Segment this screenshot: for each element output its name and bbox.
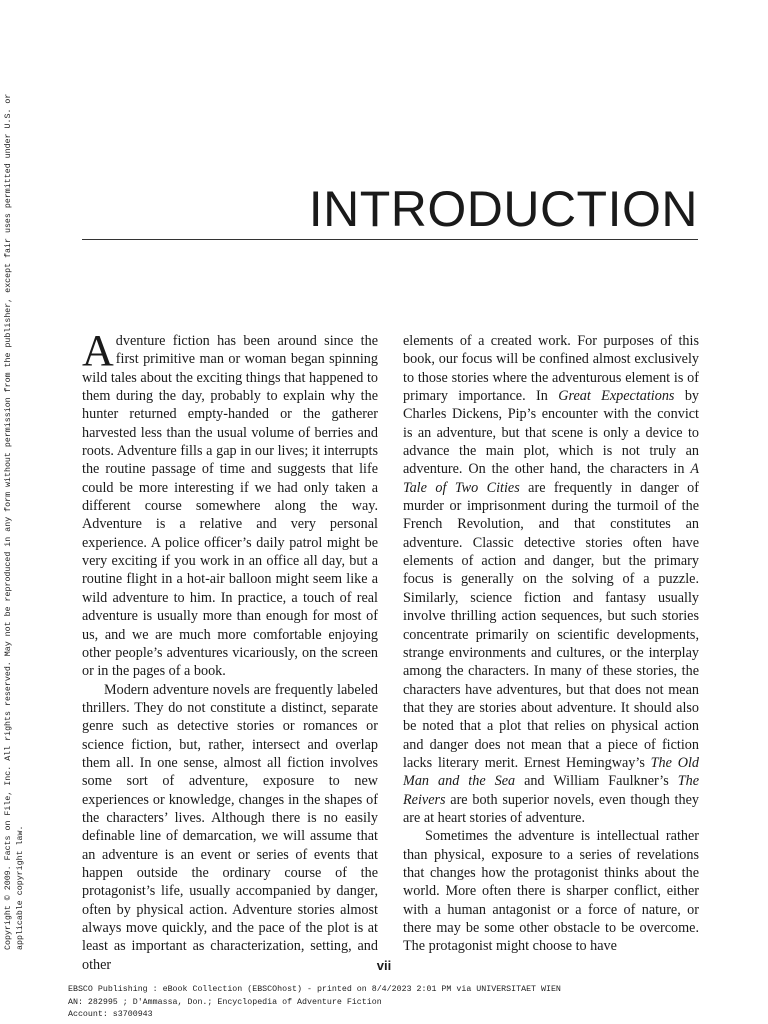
paragraph-text: by Charles Dickens, Pip’s encounter with the convict is an adventure, but that scene is only a device to advance the main plot, which is not truly an adventure. On the other hand, the characters in xyxy=(403,388,700,478)
copyright-notice xyxy=(3,70,27,950)
footer-line-2: AN: 282995 ; D'Ammassa, Don.; Encyclopedia of Adventure Fiction xyxy=(68,997,382,1007)
paragraph-text: and William Faulkner’s xyxy=(515,773,678,790)
right-column xyxy=(403,332,699,956)
drop-cap: A xyxy=(82,326,114,375)
chapter-title: INTRODUCTION xyxy=(308,181,698,237)
book-title-italic: Great Expectations xyxy=(558,388,675,405)
paragraph-text: are frequently in danger of murder or imprisonment during the turmoil of the French Revolution, and that constitutes an adventure. Classic detective stories often have elements of action and danger, but the primary focus is generally on the solving of a puzzle. Similarly, science fiction and fantasy usually involve thrilling action sequences, but such stories concentrate primarily on scientific developments, strange environments and cultures, or the interplay among the characters. In many of these stories, the characters have adventures, but that does not mean that they are stories about adventure. It should also be noted that a plot that relies on physical action and danger does not mean that a piece of fiction lacks literary merit. Ernest Hemingway’s xyxy=(403,479,699,771)
paragraph-text: dventure fiction has been around since the first primitive man or woman began spinning wild tales about the exciting things that happened to them during the day, probably to explain why the hunter returned empty-handed or the gatherer harvested less than the usual volume of berries and roots. Adventure fills a gap in our lives; it interrupts the routine passage of time and suggests that life could be more interesting if we had only taken a different course somewhere along the way. Adventure is a relative and very personal experience. A police officer’s daily patrol might be very exciting if you work in an office all day, but a routine flight in a hot-air balloon might seem like a wild adventure to him. In practice, a touch of real adventure is usually more than enough for most of us, and we are much more comfortable enjoying other people’s adventures vicariously, on the screen or in the pages of a book. xyxy=(82,333,378,680)
footer xyxy=(68,984,561,1022)
copyright-notice-line-1: Copyright © 2009. Facts on File, Inc. All rights reserved. May not be reproduced in any form without permission from the publisher, except fair uses permitted under U.S. or xyxy=(4,93,13,950)
paragraph-text: are both superior novels, even though they are at heart stories of adventure. xyxy=(403,791,699,826)
page-number: vii xyxy=(376,958,392,973)
paragraph-text: elements of a created work. For purposes of this book, our focus will be confined almost exclusively to those stories where the adventurous element is of primary importance. In xyxy=(403,333,699,405)
copyright-notice-line-2: applicable copyright law. xyxy=(16,825,25,950)
footer-line-3: Account: s3700943 xyxy=(68,1010,153,1019)
book-title-italic: A Tale of Two Cities xyxy=(403,461,699,496)
book-title-italic: The Reivers xyxy=(403,773,699,808)
paragraph xyxy=(403,332,699,827)
paragraph xyxy=(82,326,378,681)
paragraph: Modern adventure novels are frequently labeled thrillers. They do not constitute a distinct, separate genre such as detective stories or romances or science fiction, but, rather, intersect and overlap them all. In one sense, almost all fiction involves some sort of adventure, exposure to new experiences or knowledge, changes in the shapes of the characters’ lives. Although there is no easily definable line of demarcation, we will assume that an adventure is an event or series of events that happen outside the ordinary course of the protagonist’s life, usually accompanied by danger, often by physical action. Adventure stories almost always move quickly, and the pace of the plot is at least as important as characterization, setting, and other xyxy=(82,681,378,973)
paragraph: Sometimes the adventure is intellectual rather than physical, exposure to a series of revelations that changes how the protagonist thinks about the world. More often there is sharper conflict, either with a human antagonist or a force of nature, or there may be some other obstacle to be overcome. The protagonist might choose to have xyxy=(403,828,699,955)
footer-line-1: EBSCO Publishing : eBook Collection (EBSCOhost) - printed on 8/4/2023 2:01 PM via UNIVERSITAET WIEN xyxy=(68,985,561,994)
book-title-italic: The Old Man and the Sea xyxy=(403,754,699,790)
title-divider xyxy=(82,239,698,240)
left-column xyxy=(82,326,378,974)
